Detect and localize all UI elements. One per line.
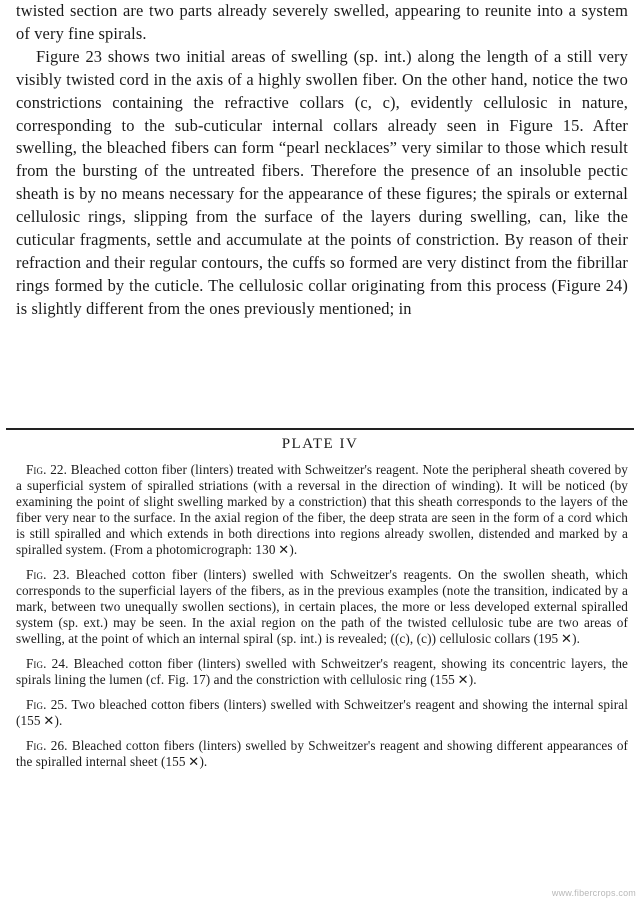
paragraph-1: twisted section are two parts already severely swelled, appearing to reunite into a system of very fine spirals.: [16, 1, 628, 43]
figure-caption-23: [16, 567, 628, 647]
caption-text: Bleached cotton fiber (linters) swelled with Schweitzer's reagent, showing its concentric layers, the spirals lining the lumen (cf. Fig. 17) and the constriction with cellulosic ring (155 ✕).: [16, 656, 628, 687]
section-divider: [6, 428, 634, 430]
paragraph-2: Figure 23 shows two initial areas of swelling (sp. int.) along the length of a still very visibly twisted cord in the axis of a highly swollen fiber. On the other hand, notice the two constrictions containing the refractive collars (c, c), evidently cellulosic in nature, corresponding to the sub-cuticular internal collars already seen in Figure 15. After swelling, the bleached fibers can form “pearl necklaces” very similar to those which result from the bursting of the untreated fibers. Therefore the presence of an insoluble pectic sheath is by no means necessary for the appearance of these figures; the spirals or external cellulosic rings, slipping from the surface of the layers during swelling, can, like the cuticular fragments, settle and accumulate at the points of constriction. By reason of their refraction and their regular contours, the cuffs so formed are very distinct from the fibrillar rings formed by the cuticle. The cellulosic collar originating from this process (Figure 24) is slightly different from the ones previously mentioned; in: [16, 46, 628, 318]
figure-label: Fig. 24.: [26, 656, 69, 671]
caption-text: Bleached cotton fiber (linters) treated with Schweitzer's reagent. Note the peripheral sheath covered by a superficial system of spiralled striations (with a reversal in the direction of winding). It will be noticed (by examining the point of slight swelling marked by a constriction) that this sheath corresponds to the layers of the fiber very near to the surface. In the axial region of the fiber, the deep strata are seen in the form of a cord which is still spiralled and which extends in both directions into regions already swollen, distended and marked by a spiralled system. (From a photomicrograph: 130 ✕).: [16, 462, 628, 557]
figure-label: Fig. 26.: [26, 738, 68, 753]
figure-caption-24: [16, 656, 628, 688]
watermark: www.fibercrops.com: [551, 888, 636, 898]
caption-text: Bleached cotton fibers (linters) swelled by Schweitzer's reagent and showing different appearances of the spiralled internal sheet (155 ✕).: [16, 738, 629, 769]
figure-caption-22: [16, 462, 628, 558]
plate-title: PLATE IV: [281, 436, 359, 452]
figure-caption-25: [16, 697, 628, 729]
caption-text: Two bleached cotton fibers (linters) swelled with Schweitzer's reagent and showing the internal spiral (155 ✕).: [16, 697, 628, 728]
body-text: [16, 0, 628, 321]
figure-caption-26: [16, 738, 628, 770]
figure-label: Fig. 23.: [26, 567, 70, 582]
figure-label: Fig. 25.: [26, 697, 68, 712]
plate-captions: [16, 462, 628, 779]
figure-label: Fig. 22.: [26, 462, 68, 477]
caption-text: Bleached cotton fiber (linters) swelled with Schweitzer's reagents. On the swollen sheath, which corresponds to the superficial layers of the fibers, as in the previous examples (note the transition, indicated by a mark, between two unequally swollen sections), in certain places, the more or less developed external spiralled system (sp. ext.) may be seen. In the axial region on the path of the twisted cellulosic tube are two areas of swelling, at the point of which an internal spiral (sp. int.) is revealed; ((c), (c)) cellulosic collars (195 ✕).: [16, 567, 628, 646]
